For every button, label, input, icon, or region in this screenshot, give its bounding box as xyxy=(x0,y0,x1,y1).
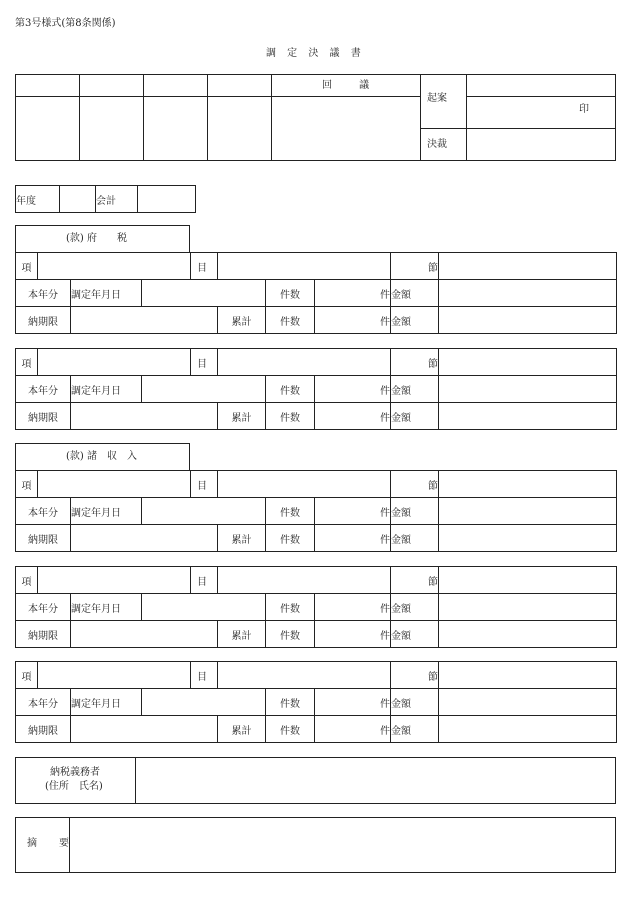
setsu-value[interactable] xyxy=(439,253,617,280)
kingaku-label: 金額 xyxy=(391,689,439,716)
kou-label: 項 xyxy=(16,471,38,498)
taxpayer-box xyxy=(15,757,616,804)
kaigi-label: 回 議 xyxy=(322,80,382,91)
summary-label: 摘 要 xyxy=(27,838,75,849)
honnenbun-label: 本年分 xyxy=(16,594,71,621)
moku-label: 目 xyxy=(191,349,218,376)
ken-unit: 件 xyxy=(315,716,391,743)
kingaku-label: 金額 xyxy=(391,403,439,430)
page-title: 調 定 決 議 書 xyxy=(266,48,365,59)
honnenbun-label: 本年分 xyxy=(16,689,71,716)
nokigen-label: 納期限 xyxy=(16,403,71,430)
kingaku-value[interactable] xyxy=(439,594,617,621)
ken-unit: 件 xyxy=(315,376,391,403)
setsu-value[interactable] xyxy=(439,349,617,376)
kensu-label: 件数 xyxy=(266,498,315,525)
kingaku-label: 金額 xyxy=(391,280,439,307)
item-block xyxy=(15,661,617,743)
kou-value[interactable] xyxy=(38,567,191,594)
kingaku-label: 金額 xyxy=(391,307,439,334)
kou-value[interactable] xyxy=(38,662,191,689)
ken-unit: 件 xyxy=(315,307,391,334)
chotei-date-value[interactable] xyxy=(142,594,266,621)
setsu-value[interactable] xyxy=(439,471,617,498)
nokigen-value[interactable] xyxy=(71,621,218,648)
setsu-label: 節 xyxy=(391,253,439,280)
kensu-label: 件数 xyxy=(266,376,315,403)
kaikei-label: 会計 xyxy=(96,186,138,213)
moku-label: 目 xyxy=(191,662,218,689)
setsu-label: 節 xyxy=(391,662,439,689)
nokigen-label: 納期限 xyxy=(16,716,71,743)
ruikei-label: 累計 xyxy=(218,716,266,743)
nokigen-label: 納期限 xyxy=(16,621,71,648)
chotei-date-label: 調定年月日 xyxy=(71,594,142,621)
kingaku-value[interactable] xyxy=(439,716,617,743)
kian-label: 起案 xyxy=(427,93,447,104)
kensu-label: 件数 xyxy=(266,403,315,430)
kessai-label: 決裁 xyxy=(427,139,447,150)
kingaku-label: 金額 xyxy=(391,498,439,525)
kingaku-value[interactable] xyxy=(439,307,617,334)
kingaku-label: 金額 xyxy=(391,594,439,621)
setsu-value[interactable] xyxy=(439,662,617,689)
ken-unit: 件 xyxy=(315,621,391,648)
chotei-date-label: 調定年月日 xyxy=(71,280,142,307)
nendo-value[interactable] xyxy=(60,186,96,213)
nokigen-value[interactable] xyxy=(71,716,218,743)
kou-value[interactable] xyxy=(38,349,191,376)
ken-unit: 件 xyxy=(315,689,391,716)
summary-value[interactable] xyxy=(70,818,614,872)
kensu-label: 件数 xyxy=(266,525,315,552)
moku-label: 目 xyxy=(191,253,218,280)
kou-label: 項 xyxy=(16,349,38,376)
taxpayer-sublabel: (住所 氏名) xyxy=(45,781,103,792)
form-number: 第3号様式(第8条関係) xyxy=(15,18,116,29)
seal-label: 印 xyxy=(579,104,589,115)
chotei-date-label: 調定年月日 xyxy=(71,689,142,716)
item-block xyxy=(15,470,617,552)
moku-value[interactable] xyxy=(218,349,391,376)
item-block xyxy=(15,348,617,430)
ken-unit: 件 xyxy=(315,498,391,525)
setsu-label: 節 xyxy=(391,349,439,376)
ken-unit: 件 xyxy=(315,403,391,430)
kou-label: 項 xyxy=(16,662,38,689)
moku-value[interactable] xyxy=(218,662,391,689)
kingaku-label: 金額 xyxy=(391,621,439,648)
setsu-label: 節 xyxy=(391,567,439,594)
kou-label: 項 xyxy=(16,567,38,594)
chotei-date-value[interactable] xyxy=(142,376,266,403)
section-fuzei-header: (款) 府 税 xyxy=(15,225,190,253)
ruikei-label: 累計 xyxy=(218,621,266,648)
moku-label: 目 xyxy=(191,567,218,594)
kingaku-value[interactable] xyxy=(439,689,617,716)
kingaku-value[interactable] xyxy=(439,525,617,552)
moku-label: 目 xyxy=(191,471,218,498)
nokigen-label: 納期限 xyxy=(16,525,71,552)
kingaku-label: 金額 xyxy=(391,716,439,743)
kou-value[interactable] xyxy=(38,253,191,280)
section-shoshunyu-header: (款) 諸 収 入 xyxy=(15,443,190,471)
item-block xyxy=(15,252,617,334)
kingaku-label: 金額 xyxy=(391,525,439,552)
nokigen-label: 納期限 xyxy=(16,307,71,334)
moku-value[interactable] xyxy=(218,567,391,594)
approval-block xyxy=(15,74,616,161)
kensu-label: 件数 xyxy=(266,280,315,307)
honnenbun-label: 本年分 xyxy=(16,498,71,525)
chotei-date-label: 調定年月日 xyxy=(71,498,142,525)
ruikei-label: 累計 xyxy=(218,307,266,334)
year-account-box xyxy=(15,185,196,213)
moku-value[interactable] xyxy=(218,253,391,280)
kingaku-value[interactable] xyxy=(439,376,617,403)
kingaku-value[interactable] xyxy=(439,280,617,307)
ruikei-label: 累計 xyxy=(218,403,266,430)
kingaku-label: 金額 xyxy=(391,376,439,403)
kou-label: 項 xyxy=(16,253,38,280)
honnenbun-label: 本年分 xyxy=(16,376,71,403)
setsu-value[interactable] xyxy=(439,567,617,594)
nokigen-value[interactable] xyxy=(71,403,218,430)
chotei-date-value[interactable] xyxy=(142,498,266,525)
setsu-label: 節 xyxy=(391,471,439,498)
kingaku-value[interactable] xyxy=(439,498,617,525)
kensu-label: 件数 xyxy=(266,307,315,334)
kaikei-value[interactable] xyxy=(138,186,196,213)
taxpayer-label: 納税義務者 xyxy=(50,767,100,778)
chotei-date-value[interactable] xyxy=(142,689,266,716)
ken-unit: 件 xyxy=(315,594,391,621)
taxpayer-value[interactable] xyxy=(136,758,614,803)
ken-unit: 件 xyxy=(315,525,391,552)
moku-value[interactable] xyxy=(218,471,391,498)
kensu-label: 件数 xyxy=(266,716,315,743)
nokigen-value[interactable] xyxy=(71,525,218,552)
kingaku-value[interactable] xyxy=(439,403,617,430)
honnenbun-label: 本年分 xyxy=(16,280,71,307)
kensu-label: 件数 xyxy=(266,689,315,716)
nokigen-value[interactable] xyxy=(71,307,218,334)
ruikei-label: 累計 xyxy=(218,525,266,552)
item-block xyxy=(15,566,617,648)
chotei-date-label: 調定年月日 xyxy=(71,376,142,403)
kou-value[interactable] xyxy=(38,471,191,498)
nendo-label: 年度 xyxy=(16,186,60,213)
kensu-label: 件数 xyxy=(266,621,315,648)
kensu-label: 件数 xyxy=(266,594,315,621)
chotei-date-value[interactable] xyxy=(142,280,266,307)
summary-box xyxy=(15,817,616,873)
ken-unit: 件 xyxy=(315,280,391,307)
kingaku-value[interactable] xyxy=(439,621,617,648)
